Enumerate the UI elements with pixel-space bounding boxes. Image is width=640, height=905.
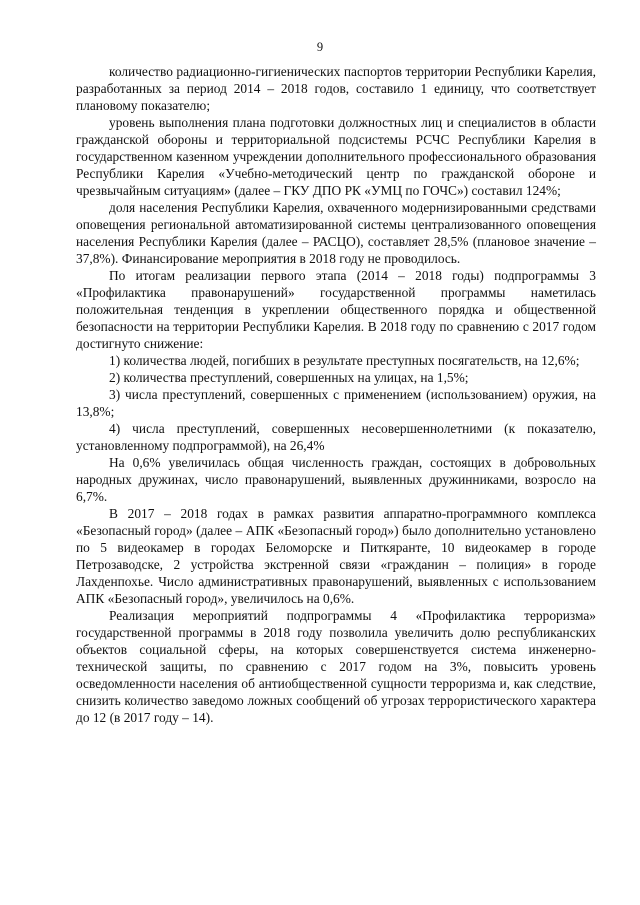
paragraph-subprogram-4-terrorism: Реализация мероприятий подпрограммы 4 «Профилактика терроризма» государственной программы в 2018 году позволила увеличить долю республиканских объектов социальной сферы, на которых совершенствуется система инженерно-технической защиты, по сравнению с 2017 годом на 3%, повысить уровень осведомленности населения об антиобщественной сущности терроризма и, как следствие, снизить количество заведомо ложных сообщений об угрозах террористического характера до 12 (в 2017 году – 14).: [76, 608, 596, 725]
paragraph-volunteer-squads: На 0,6% увеличилась общая численность граждан, состоящих в добровольных народных дружинах, число правонарушений, выявленных дружинниками, возросло на 6,7%.: [76, 455, 596, 504]
list-item-1: 1) количества людей, погибших в результате преступных посягательств, на 12,6%;: [109, 353, 580, 368]
paragraph-passports: количество радиационно-гигиенических паспортов территории Республики Карелия, разработанных за период 2014 – 2018 годов, составило 1 единицу, что соответствует плановому показателю;: [76, 64, 596, 113]
list-item-3: 3) числа преступлений, совершенных с применением (использованием) оружия, на 13,8%;: [76, 387, 596, 419]
page-number: 9: [316, 40, 324, 54]
list-item-4: 4) числа преступлений, совершенных несовершеннолетними (к показателю, установленному подпрограммой), на 26,4%: [76, 421, 596, 453]
list-item-2: 2) количества преступлений, совершенных на улицах, на 1,5%;: [109, 370, 469, 385]
paragraph-warning-system: доля населения Республики Карелия, охваченного модернизированными средствами оповещения региональной автоматизированной системы централизованного оповещения населения Республики Карелия (далее – РАСЦО), составляет 28,5% (плановое значение – 37,8%). Финансирование мероприятия в 2018 году не проводилось.: [76, 200, 596, 266]
paragraph-training-plan: уровень выполнения плана подготовки должностных лиц и специалистов в области гражданской обороны и территориальной подсистемы РСЧС Республики Карелия в государственном казенном учреждении дополнительного профессионального образования Республики Карелия «Учебно-методический центр по гражданской обороне и чрезвычайным ситуациям» (далее – ГКУ ДПО РК «УМЦ по ГОЧС») составил 124%;: [76, 115, 596, 198]
paragraph-subprogram-3-results: По итогам реализации первого этапа (2014 – 2018 годы) подпрограммы 3 «Профилактика правонарушений» государственной программы наметилась положительная тенденция в укреплении общественного порядка и общественной безопасности на территории Республики Карелия. В 2018 году по сравнению с 2017 годом достигнуто снижение:: [76, 268, 596, 351]
document-body: [76, 63, 596, 726]
paragraph-safe-city: В 2017 – 2018 годах в рамках развития аппаратно-программного комплекса «Безопасный город» (далее – АПК «Безопасный город») было дополнительно установлено по 5 видеокамер в городах Беломорске и Питкяранте, 10 видеокамер в городе Петрозаводске, 2 устройства экстренной связи «гражданин – полиция» в городе Лахденпохье. Число административных правонарушений, выявленных с использованием АПК «Безопасный город», увеличилось на 0,6%.: [76, 506, 596, 606]
